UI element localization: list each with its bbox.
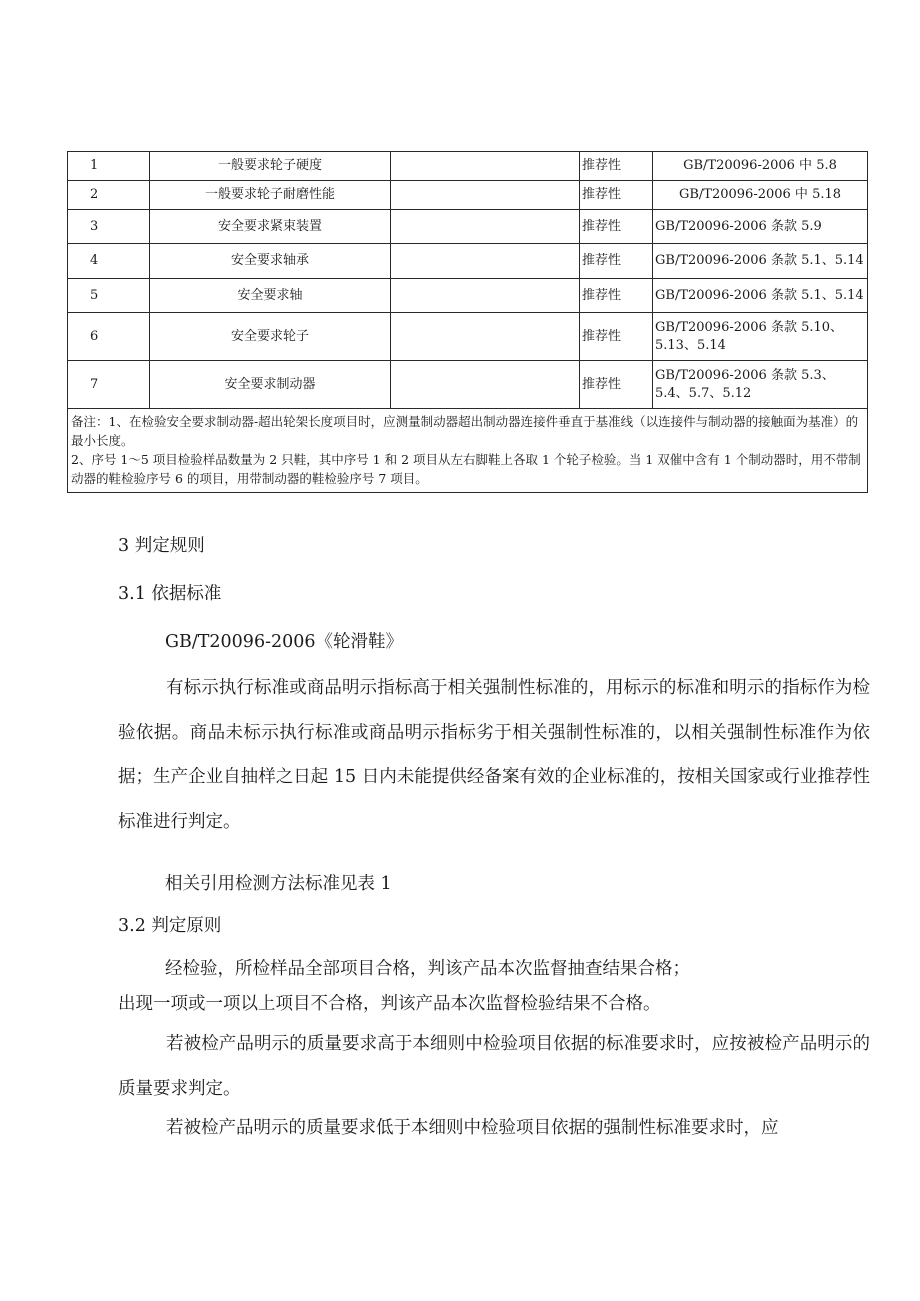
standard-type: 推荐性 — [580, 244, 653, 279]
standard-type: 推荐性 — [580, 181, 653, 210]
standard-type: 推荐性 — [580, 279, 653, 313]
paragraph-pass-rule: 经检验，所检样品全部项目合格，判该产品本次监督抽查结果合格； — [165, 959, 690, 979]
item-name: 安全要求轴 — [150, 279, 391, 313]
standard-type: 推荐性 — [580, 361, 653, 409]
standard-clause: GB/T20096-2006 条款 5.1、5.14 — [653, 244, 868, 279]
item-name: 安全要求制动器 — [150, 361, 391, 409]
paragraph-lower-claim: 若被检产品明示的质量要求低于本细则中检验项目依据的强制性标准要求时，应 — [166, 1118, 779, 1138]
table-note-row — [68, 409, 868, 493]
item-name: 一般要求轮子耐磨性能 — [150, 181, 391, 210]
table-row — [68, 279, 868, 313]
note-line-2: 2、序号 1～5 项目检验样品数量为 2 只鞋，其中序号 1 和 2 项目从左右脚鞋上各取 1 个轮子检验。当 1 双催中含有 1 个制动器时，用不带制动器的鞋检验序号 6 的项目，用带制动器的鞋检验序号 7 项目。 — [71, 452, 861, 486]
blank-cell — [391, 210, 580, 244]
row-number: 7 — [68, 361, 150, 409]
item-name: 安全要求轮子 — [150, 313, 391, 361]
paragraph-basis: 有标示执行标准或商品明示指标高于相关强制性标准的，用标示的标准和明示的指标作为检验依据。商品未标示执行标准或商品明示指标劣于相关强制性标准的，以相关强制性标准作为依据；生产企业自抽样之日起 15 日内未能提供经备案有效的企业标准的，按相关国家或行业推荐性标准进行判定。 — [118, 678, 870, 832]
table-row — [68, 244, 868, 279]
row-number: 2 — [68, 181, 150, 210]
standard-type: 推荐性 — [580, 210, 653, 244]
paragraph-reference-table: 相关引用检测方法标准见表 1 — [165, 874, 392, 894]
standard-clause: GB/T20096-2006 条款 5.10、5.13、5.14 — [653, 313, 868, 361]
row-number: 3 — [68, 210, 150, 244]
standard-reference: GB/T20096-2006《轮滑鞋》 — [165, 632, 404, 652]
item-name: 一般要求轮子硬度 — [150, 152, 391, 181]
section-heading-3: 3 判定规则 — [118, 536, 205, 556]
blank-cell — [391, 313, 580, 361]
section-heading-3-1: 3.1 依据标准 — [118, 584, 222, 604]
table-row — [68, 313, 868, 361]
item-name: 安全要求紧束装置 — [150, 210, 391, 244]
paragraph-higher-claim: 若被检产品明示的质量要求高于本细则中检验项目依据的标准要求时，应按被检产品明示的质量要求判定。 — [118, 1034, 870, 1099]
row-number: 6 — [68, 313, 150, 361]
blank-cell — [391, 279, 580, 313]
standard-type: 推荐性 — [580, 152, 653, 181]
standard-clause: GB/T20096-2006 条款 5.3、5.4、5.7、5.12 — [653, 361, 868, 409]
table-row — [68, 361, 868, 409]
section-heading-3-2: 3.2 判定原则 — [118, 916, 222, 936]
row-number: 5 — [68, 279, 150, 313]
standard-clause: GB/T20096-2006 中 5.18 — [653, 181, 868, 210]
table-row — [68, 181, 868, 210]
note-line-1: 备注：1、在检验安全要求制动器-超出轮架长度项目时，应测量制动器超出制动器连接件垂直于基准线（以连接件与制动器的接触面为基准）的最小长度。 — [71, 414, 859, 448]
item-name: 安全要求轴承 — [150, 244, 391, 279]
table-note — [68, 409, 868, 493]
standard-clause: GB/T20096-2006 条款 5.9 — [653, 210, 868, 244]
blank-cell — [391, 244, 580, 279]
standard-type: 推荐性 — [580, 313, 653, 361]
paragraph-fail-rule: 出现一项或一项以上项目不合格，判该产品本次监督检验结果不合格。 — [118, 994, 661, 1014]
row-number: 1 — [68, 152, 150, 181]
blank-cell — [391, 152, 580, 181]
blank-cell — [391, 181, 580, 210]
standard-clause: GB/T20096-2006 中 5.8 — [653, 152, 868, 181]
standard-clause: GB/T20096-2006 条款 5.1、5.14 — [653, 279, 868, 313]
blank-cell — [391, 361, 580, 409]
table-row — [68, 152, 868, 181]
row-number: 4 — [68, 244, 150, 279]
standards-table — [67, 151, 868, 493]
table-row — [68, 210, 868, 244]
